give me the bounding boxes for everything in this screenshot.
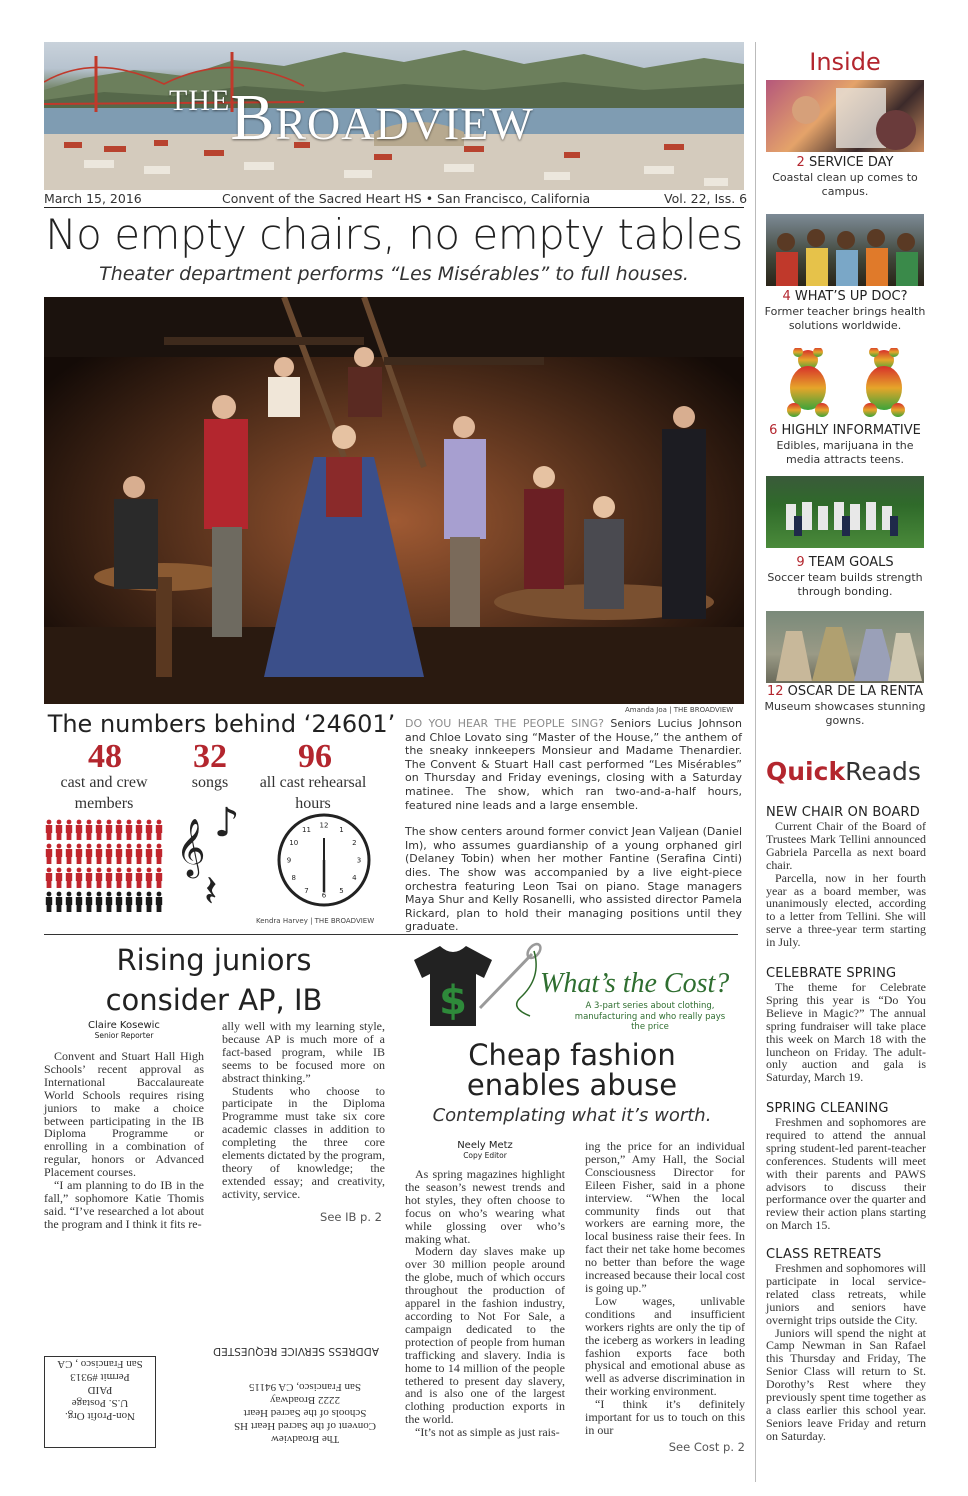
person-icon (116, 868, 122, 888)
ib-column-1: Convent and Stuart Hall High Schools’ recent approval as International Baccalaureate World Schools requires rising juniors to make a choice between participating in the IB Diploma Programme or enrolling in a combination of regular, honors or Advanced Placement courses. “I am planning to do IB in the fall,” sophomore Katie Thomis said. “I’ve researched a lot about the program and I think it fits re- (44, 1049, 204, 1231)
person-icon (156, 820, 162, 840)
person-icon (106, 844, 112, 864)
cost-jump-link[interactable]: See Cost p. 2 (668, 1440, 745, 1454)
person-icon (146, 844, 152, 864)
volume-issue: Vol. 22, Iss. 6 (664, 191, 748, 206)
qr-2-body: The theme for Celebrate Spring this year is “Do You Believe in Magic?” The annual spring fundraiser will take place this week on March 18 with the luncheon on Friday. The adult-only auction and gala is Saturday, March 19. (766, 980, 926, 1085)
qr-1-headline: NEW CHAIR ON BOARD (766, 805, 920, 820)
tease-3-desc: Edibles, marijuana in the media attracts teens. (776, 439, 914, 466)
clock-number: 11 (302, 826, 311, 835)
issue-date: March 15, 2016 (44, 191, 142, 206)
qr-4-body: Freshmen and sophomores will participate in local service-related class retreats, while juniors and seniors have overnight trips outside the City. Juniors will spend the night at Camp Newman in San Rafael this Thursday and Friday, The Senior Class will return to St. Dorothy’s Rest where they previously spent time together as a class earlier this school year. Seniors leave Friday and return on Saturday. (766, 1261, 926, 1443)
cost-byline (405, 1140, 565, 1160)
school-line: Convent of the Sacred Heart HS • San Francisco, California (222, 191, 591, 206)
caption-text-1: Seniors Lucius Johnson and Chloe Lovato sing “Master of the House,” the anthem of the sneaky innkeepers Monsieur and Madame Thenardier. The Convent & Stuart Hall cast performed “Les Misérables” on Thursday and Friday evenings, closing with a Saturday matinee. The show, which ran two-and-a-half hours, featured nine leads and a large ensemble. (405, 717, 742, 812)
person-icon (86, 844, 92, 864)
tease-4-desc: Soccer team builds strength through bonding. (767, 571, 923, 598)
stat-cast-label: cast and crew members (60, 774, 148, 812)
person-icon (76, 820, 82, 840)
clock-number: 12 (319, 821, 329, 830)
person-icon (46, 820, 52, 840)
person-icon (116, 820, 122, 840)
qr-3-headline: SPRING CLEANING (766, 1101, 889, 1116)
clock-number: 4 (352, 874, 357, 882)
person-icon (126, 820, 132, 840)
clock-number: 3 (356, 856, 362, 865)
ib-author-role: Senior Reporter (94, 1031, 154, 1040)
ib-byline (44, 1020, 204, 1040)
clock-number: 6 (321, 891, 327, 900)
qr-1-body: Current Chair of the Board of Trustees Mark Tellini announced Gabriela Parcella as next board chair. Parcella, now in her fourth year as a board member, was unanimously elected, according to a letter from Tellini. She will serve a three-year term starting in July. (766, 819, 926, 950)
people-icons-grid (44, 818, 166, 914)
inside-title: Inside (809, 48, 881, 76)
series-title: What’s the Cost? (540, 968, 730, 999)
person-icon (76, 844, 82, 864)
person-icon (96, 892, 102, 912)
qr-4-headline: CLASS RETREATS (766, 1247, 882, 1262)
lead-subhead: Theater department performs “Les Misérables” to full houses. (99, 263, 689, 285)
person-icon (46, 868, 52, 888)
thumb-oscar-de-la-renta (766, 611, 924, 683)
person-icon (106, 868, 112, 888)
svg-text:♪: ♪ (214, 800, 240, 846)
tease-2-headline: 4 WHAT’S UP DOC? (782, 289, 908, 304)
clock-number: 9 (286, 856, 292, 865)
svg-text:𝄽: 𝄽 (204, 866, 218, 914)
person-icon (76, 868, 82, 888)
person-icon (86, 820, 92, 840)
caption-paragraph-2: The show centers around former convict Jean Valjean (Daniel Im), who assumes guardianship of a young orphaned girl (Delaney Tobin) when her mother Fantine (Serafina Cinti) dies. The show was accompanied by a live eight-piece orchestra featuring Leon Tsai on piano. Stage managers Maya Shur and Kelly Rosanelli, who assisted director Pamela Rickard, plan to hold their managing positions until they graduate. (405, 825, 742, 934)
qr-3-body: Freshmen and sophomores are required to attend the annual spring student-led parent-teacher conferences. Students will meet with their parents and PAWS advisors to discuss their performance over the quarter and review their action plans starting on March 15. (766, 1115, 926, 1233)
lead-headline: No empty chairs, no empty tables (45, 210, 743, 259)
person-icon (126, 844, 132, 864)
music-notes-icon (174, 796, 254, 914)
ib-jump-link[interactable]: See IB p. 2 (320, 1210, 382, 1224)
tease-4-headline: 9 TEAM GOALS (796, 555, 894, 570)
person-icon (86, 868, 92, 888)
postage-permit-box (44, 1356, 156, 1448)
photo-credit: Amanda Joa | THE BROADVIEW (625, 706, 734, 714)
person-icon (96, 820, 102, 840)
stat-songs-label: songs (191, 774, 229, 791)
person-icon (96, 844, 102, 864)
person-icon (66, 868, 72, 888)
person-icon (86, 892, 92, 912)
stat-songs-value: 32 (193, 738, 227, 775)
clock-number: 7 (304, 886, 309, 895)
person-icon (116, 844, 122, 864)
svg-text:𝄞: 𝄞 (176, 818, 206, 876)
tshirt-dollar-icon (410, 938, 550, 1030)
stat-hours-label: all cast rehearsal hours (259, 774, 367, 812)
cost-column-2: ing the price for an individual person,” Amy Hall, the Social Consciousness Director for Eileen Fisher, said in a phone interview. “When the local community finds out that workers are earning more, the local business raise their fees. In fact their net take home becomes no better than before the wage increased because their local cost is going up.” Low wages, unlivable conditions and insufficient workers rights are only the tip of the iceberg as workers in leading fashion exports face both physical and emotional abuse as well as adverse discrimination in their working environment. “I think it’s definitely important for us to touch on this in our (585, 1139, 745, 1437)
clock-number: 1 (339, 826, 344, 835)
masthead-banner (44, 42, 744, 190)
thumb-whats-up-doc (766, 214, 924, 286)
person-icon (156, 868, 162, 888)
ib-column-2: ally well with my learning style, because AP is much more of a fact-based program, while IB seems to be focused more on abstract thinking.” Students who choose to participate in the Diploma Programme must take six core academic classes in addition to completing the three core elements dictated by the program, theory of knowledge; the extended essay; and creativity, activity, service. (222, 1019, 385, 1201)
sidebar-divider (755, 42, 756, 1482)
cost-column-1: As spring magazines highlight the season’s newest trends and hot styles, they often choose to focus on who’s wearing what while glossing over who’s making what. Modern day slaves make up over 30 million people around the globe, much of which occurs throughout the production of apparel in the fashion industry, according to Not For Sale, a campaign dedicated to the protection of people from human trafficking and slavery. India is home to 14 million of the people tethered to present day slavery, and is also one of the largest clothing production exports in the world. “It’s not as simple as just rais- (405, 1167, 565, 1440)
tease-5-headline: 12 OSCAR DE LA RENTA (766, 684, 924, 699)
cost-headline-line-1: Cheap fashion (468, 1038, 676, 1072)
photo-caption (405, 717, 742, 934)
person-icon (126, 892, 132, 912)
ib-headline-line-2: consider AP, IB (105, 983, 323, 1017)
section-rule (44, 934, 738, 935)
person-icon (136, 844, 142, 864)
person-icon (76, 892, 82, 912)
cost-headline (405, 1040, 739, 1100)
person-icon (56, 868, 62, 888)
person-icon (46, 892, 52, 912)
masthead-title (169, 80, 534, 156)
ib-headline (44, 940, 384, 1020)
person-icon (66, 820, 72, 840)
masthead-title-the: THE (169, 84, 231, 117)
clock-number: 10 (289, 839, 299, 847)
cost-headline-line-2: enables abuse (466, 1068, 678, 1102)
address-service-requested: ADDRESS SERVICE REQUESTED (213, 1345, 379, 1357)
masthead-title-main: Broadview (230, 81, 534, 154)
person-icon (66, 892, 72, 912)
person-icon (136, 868, 142, 888)
caption-paragraph-1 (405, 717, 742, 812)
caption-lead: DO YOU HEAR THE PEOPLE SING? (405, 717, 604, 730)
stat-cast-value: 48 (88, 738, 122, 775)
clock-number: 5 (339, 886, 344, 895)
person-icon (156, 892, 162, 912)
ib-author: Claire Kosewic (88, 1020, 160, 1031)
person-icon (146, 892, 152, 912)
person-icon (66, 844, 72, 864)
tease-5-desc: Museum showcases stunning gowns. (764, 700, 926, 727)
quickreads-title: QuickReads (766, 757, 921, 786)
thumb-team-goals (766, 476, 924, 548)
thumb-service-day (766, 80, 924, 152)
masthead-rule (44, 207, 744, 208)
tease-3-headline: 6 HIGHLY INFORMATIVE (769, 423, 921, 438)
series-description: A 3-part series about clothing, manufacturing and who really pays the price (574, 1001, 726, 1032)
stat-hours-value: 96 (298, 738, 332, 775)
lead-photo (44, 297, 744, 704)
numbers-title: The numbers behind ‘24601’ (47, 710, 396, 738)
person-icon (136, 892, 142, 912)
stage-scene-illustration (44, 297, 744, 704)
person-icon (116, 892, 122, 912)
clock-number: 2 (352, 839, 357, 847)
person-icon (46, 844, 52, 864)
postage-permit-text: Non-Profit Org. U.S. Postage PAID Permit #9313 San Francisco , CA (57, 1358, 143, 1422)
tease-1-desc: Coastal clean up comes to campus. (772, 171, 918, 198)
infographic-credit: Kendra Harvey | THE BROADVIEW (256, 917, 375, 925)
person-icon (96, 868, 102, 888)
person-icon (106, 892, 112, 912)
clock-icon (276, 812, 372, 908)
dollar-symbol: $ (439, 978, 467, 1024)
person-icon (136, 820, 142, 840)
cost-subhead: Contemplating what it’s worth. (432, 1105, 712, 1126)
person-icon (156, 844, 162, 864)
person-icon (56, 820, 62, 840)
person-icon (106, 820, 112, 840)
thumb-highly-informative (766, 348, 924, 420)
tease-1-headline: 2 SERVICE DAY (796, 155, 894, 170)
tease-2-desc: Former teacher brings health solutions worldwide. (764, 305, 926, 332)
person-icon (56, 892, 62, 912)
person-icon (146, 820, 152, 840)
person-icon (146, 868, 152, 888)
person-icon (56, 844, 62, 864)
cost-author-role: Copy Editor (463, 1151, 507, 1160)
person-icon (126, 868, 132, 888)
cost-author: Neely Metz (457, 1140, 513, 1151)
ib-headline-line-1: Rising juniors (116, 943, 312, 977)
qr-2-headline: CELEBRATE SPRING (766, 966, 897, 981)
return-address: The Broadview Convent of the Sacred Heart HS Schools of the Sacred Heart 2222 Broadway San Francisco, CA 94115 (233, 1381, 377, 1445)
clock-number: 8 (291, 874, 296, 882)
